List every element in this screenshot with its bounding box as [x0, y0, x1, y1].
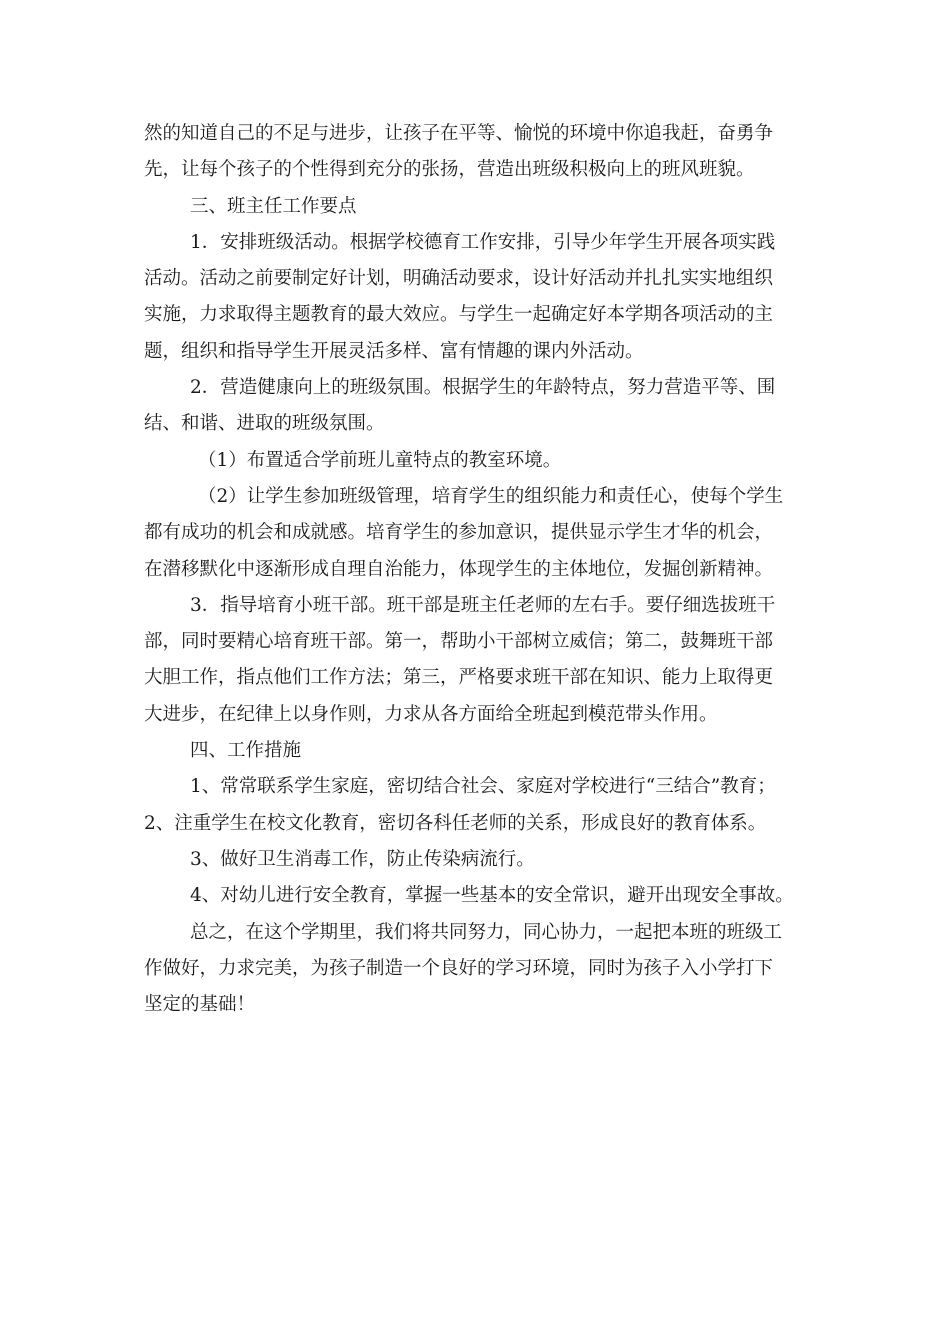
text-line: 4、对幼儿进行安全教育，掌握一些基本的安全常识，避开出现安全事故。	[190, 885, 794, 907]
text-line: 先，让每个孩子的个性得到充分的张扬，营造出班级积极向上的班风班貌。	[144, 159, 755, 181]
text-line: 大进步，在纪律上以身作则，力求从各方面给全班起到模范带头作用。	[144, 703, 718, 725]
text-line: 总之，在这个学期里，我们将共同努力，同心协力，一起把本班的班级工	[190, 921, 783, 943]
text-line: 1、常常联系学生家庭，密切结合社会、家庭对学校进行“三结合”教育；	[190, 776, 776, 798]
text-line: 然的知道自己的不足与进步，让孩子在平等、愉悦的环境中你追我赶，奋勇争	[144, 123, 774, 144]
text-line: 作做好，力求完美，为孩子制造一个良好的学习环境，同时为孩子入小学打下	[144, 957, 774, 979]
text-line: 2、注重学生在校文化教育，密切各科任老师的关系，形成良好的教育体系。	[144, 812, 767, 834]
text-line: 部，同时要精心培育班干部。第一，帮助小干部树立威信；第二，鼓舞班干部	[144, 631, 774, 653]
text-line: 1．安排班级活动。根据学校德育工作安排，引导少年学生开展各项实践	[190, 231, 776, 253]
text-line: 大胆工作，指点他们工作方法；第三，严格要求班干部在知识、能力上取得更	[144, 667, 774, 689]
text-line: 坚定的基础！	[144, 994, 256, 1016]
text-line: 题，组织和指导学生开展灵活多样、富有情趣的课内外活动。	[144, 340, 644, 362]
text-line: 在潜移默化中逐渐形成自理自治能力，体现学生的主体地位，发掘创新精神。	[144, 558, 774, 580]
text-line: 3．指导培育小班干部。班干部是班主任老师的左右手。要仔细选拔班干	[190, 594, 776, 616]
section-heading: 三、班主任工作要点	[190, 195, 357, 217]
document-body	[144, 116, 808, 1023]
text-line: 活动。活动之前要制定好计划，明确活动要求，设计好活动并扎扎实实地组织	[144, 268, 774, 290]
text-line: 2．营造健康向上的班级氛围。根据学生的年龄特点，努力营造平等、围	[190, 377, 776, 399]
text-line: （1）布置适合学前班儿童特点的教室环境。	[198, 449, 562, 471]
text-line: 结、和谐、进取的班级氛围。	[144, 413, 385, 435]
text-line: 实施，力求取得主题教育的最大效应。与学生一起确定好本学期各项活动的主	[144, 304, 774, 326]
text-line: （2）让学生参加班级管理，培育学生的组织能力和责任心，使每个学生	[198, 485, 784, 507]
text-line: 3、做好卫生消毒工作，防止传染病流行。	[190, 848, 535, 870]
section-heading: 四、工作措施	[190, 740, 302, 762]
text-line: 都有成功的机会和成就感。培育学生的参加意识，提供显示学生才华的机会，	[144, 522, 774, 544]
